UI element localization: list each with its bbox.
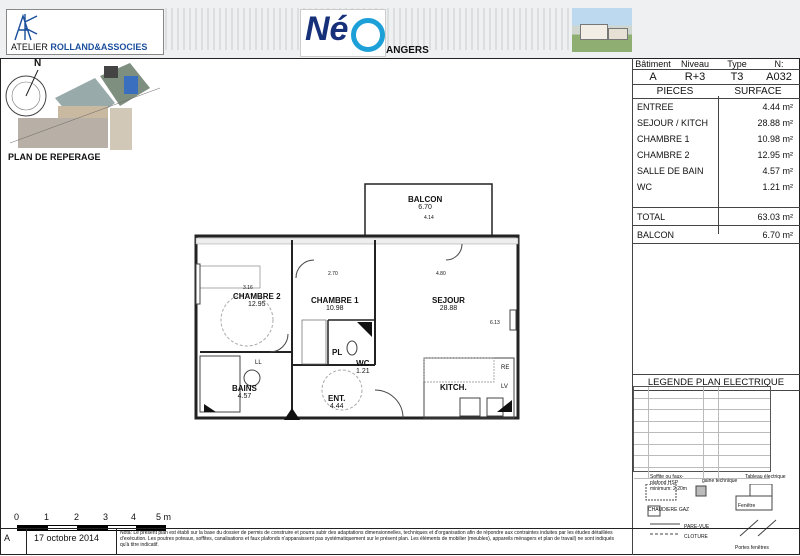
lot-value-row xyxy=(632,70,800,85)
architect-suffix: ASSOCIES xyxy=(100,42,148,52)
lv-label: LV xyxy=(501,384,508,390)
architect-prefix: ATELIER xyxy=(11,42,48,52)
footer-note: Nota: Le présent plan est établi sur la base du dossier de permis de construire et pourra subir des adaptations dimensionnelles, techniques et d'organisation afin de répondre aux contraintes induites par les études détaillées d'exécution. Les poutres poteaux, soffites, canalisations et faux plafonds n'apparaissent pas systématiquement sur le présent plan. Les éléments de mobilier (meubles), appareils ménagers et plan de travail) ne sont indiqués qu'à titre indicatif. xyxy=(120,530,615,548)
building-photo xyxy=(572,8,632,52)
scale-tick: 0 xyxy=(14,512,20,522)
balcon-area: 6.70 xyxy=(418,204,432,211)
room-row xyxy=(632,179,800,195)
scale-tick: 4 xyxy=(131,512,137,522)
sejour-name: SEJOUR xyxy=(432,296,465,305)
legend-row xyxy=(634,456,770,468)
lot-batiment: A xyxy=(649,71,657,83)
legend-row xyxy=(634,445,770,457)
lot-header-type: Type xyxy=(727,58,747,69)
room-row xyxy=(632,163,800,179)
info-table xyxy=(632,58,800,244)
ll-label: LL xyxy=(255,360,262,366)
legend-tableau-note: Tableau électrique xyxy=(745,474,786,480)
footer-divider xyxy=(26,528,27,555)
sejour-dimension: 4.80 xyxy=(436,271,446,277)
ent-area: 4.44 xyxy=(329,403,344,410)
total-row xyxy=(632,207,800,225)
room-surface: 12.95 m² xyxy=(757,150,793,160)
architect-name xyxy=(11,42,147,52)
ent-name: ENT. xyxy=(328,394,346,403)
footer-divider xyxy=(116,528,117,555)
balcon-value: 6.70 m² xyxy=(762,229,793,240)
lot-numero: A032 xyxy=(766,71,792,83)
legend-cloture-note: CLOTURE xyxy=(684,534,708,540)
room-name: CHAMBRE 1 xyxy=(637,134,690,144)
legend-row xyxy=(634,410,770,422)
kitch-name: KITCH. xyxy=(440,383,467,392)
side-dimension: 6.13 xyxy=(490,320,500,326)
plan-label-balcon xyxy=(408,195,442,211)
balcon-label: BALCON xyxy=(637,229,675,240)
legend-portes-note: Portes fenêtres xyxy=(735,545,769,551)
legend-fenetre-note: Fenêtre xyxy=(738,503,756,509)
lot-header-batiment: Bâtiment xyxy=(635,58,671,69)
scale-tick: 5 m xyxy=(156,512,172,522)
scale-tick: 3 xyxy=(103,512,109,522)
plan-label-pl xyxy=(332,348,342,357)
scale-tick: 1 xyxy=(44,512,50,522)
room-name: CHAMBRE 2 xyxy=(637,150,690,160)
revision-date: 17 octobre 2014 xyxy=(34,533,100,543)
city-label: ANGERS xyxy=(386,45,429,56)
room-row xyxy=(632,131,800,147)
room-name: SEJOUR / KITCH xyxy=(637,118,709,128)
spacer xyxy=(632,195,800,207)
lot-header-niveau: Niveau xyxy=(680,58,709,69)
room-surface: 10.98 m² xyxy=(757,134,793,144)
scale-tick: 2 xyxy=(74,512,80,522)
room-surface: 4.57 m² xyxy=(762,166,793,176)
brand-circle-icon xyxy=(351,18,385,52)
architect-name-main: ROLLAND xyxy=(50,42,95,52)
legend-title: LEGENDE PLAN ELECTRIQUE xyxy=(632,374,800,391)
wc-name: WC xyxy=(356,359,370,368)
building-block-2 xyxy=(608,28,628,40)
revision-index: A xyxy=(4,533,11,543)
plan-label-chambre1 xyxy=(311,296,359,312)
header-stripe xyxy=(165,8,625,50)
room-name: ENTREE xyxy=(637,102,674,112)
room-row xyxy=(632,147,800,163)
architect-amp: & xyxy=(94,42,101,52)
legend-row xyxy=(634,422,770,434)
chambre1-area: 10.98 xyxy=(326,305,344,312)
room-surface: 28.88 m² xyxy=(757,118,793,128)
lot-header-row xyxy=(632,58,800,70)
bains-area: 4.57 xyxy=(237,393,252,400)
legend-soffite-note: Soffite ou faux-plafond HSP minimum: 2,20m xyxy=(650,474,687,492)
brand-text: Né xyxy=(305,10,349,48)
room-row xyxy=(632,115,800,131)
table-divider xyxy=(718,96,719,234)
room-surface: 4.44 m² xyxy=(762,102,793,112)
plan-label-chambre2 xyxy=(233,292,281,308)
lot-type: T3 xyxy=(730,71,744,83)
room-surface: 1.21 m² xyxy=(762,182,793,192)
architect-logo-mark-icon xyxy=(11,12,39,42)
north-indicator: N xyxy=(34,58,42,69)
wc-area: 1.21 xyxy=(356,368,370,375)
balcon-name: BALCON xyxy=(408,195,443,204)
pl-name: PL xyxy=(332,348,343,357)
plan-label-kitchen xyxy=(440,383,467,392)
total-label: TOTAL xyxy=(637,211,666,222)
lot-niveau: R+3 xyxy=(684,71,706,83)
legend-chaudiere-note: CHAUDIERE GAZ xyxy=(648,507,690,513)
room-name: WC xyxy=(637,182,652,192)
brand-logo xyxy=(300,9,386,57)
plan-label-sejour xyxy=(432,296,465,312)
balcon-dimension: 4.14 xyxy=(424,215,434,221)
areas-header-row xyxy=(632,85,800,99)
site-plan-map xyxy=(0,58,165,158)
room-row xyxy=(632,99,800,115)
architect-logo xyxy=(6,9,164,55)
legend-row xyxy=(634,433,770,445)
electrical-legend-table xyxy=(633,386,771,472)
total-value: 63.03 m² xyxy=(757,211,793,222)
legend-gaine-note: gaine technique xyxy=(702,478,738,484)
sejour-area: 28.88 xyxy=(439,305,458,312)
plan-label-wc xyxy=(356,359,370,375)
plan-label-entree xyxy=(328,394,345,410)
col-pieces: PIECES xyxy=(656,86,694,97)
balcon-row xyxy=(632,225,800,244)
re-label: RE xyxy=(501,365,510,371)
chambre2-area: 12.95 xyxy=(248,301,266,308)
lot-header-numero: N: xyxy=(774,58,784,69)
bains-name: BAINS xyxy=(232,384,257,393)
building-block-1 xyxy=(580,24,608,40)
plan-label-bains xyxy=(232,384,257,400)
chambre1-name: CHAMBRE 1 xyxy=(311,296,359,305)
chambre2-dimension: 3.16 xyxy=(243,285,253,291)
legend-row xyxy=(634,387,770,399)
room-name: SALLE DE BAIN xyxy=(637,166,704,176)
site-plan-label: PLAN DE REPERAGE xyxy=(8,152,101,162)
legend-parevue-note: PARE-VUE xyxy=(684,524,710,530)
col-surface: SURFACE xyxy=(734,86,782,97)
chambre2-name: CHAMBRE 2 xyxy=(233,292,281,301)
legend-row xyxy=(634,399,770,411)
chambre1-dimension: 2.70 xyxy=(328,271,338,277)
